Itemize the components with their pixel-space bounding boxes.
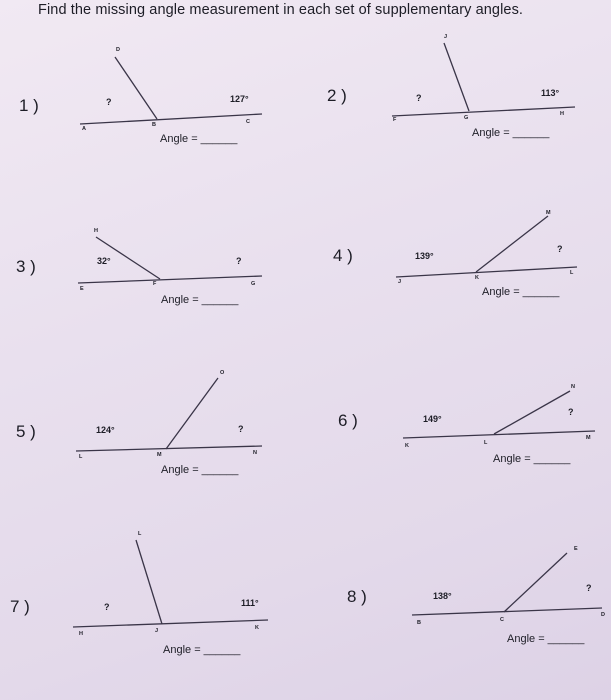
unknown-angle: ? (104, 602, 110, 612)
problem-number: 3 ) (16, 257, 36, 276)
point-label: N (253, 450, 257, 456)
point-label: J (398, 279, 402, 285)
answer-field[interactable]: Angle = ______ (493, 453, 571, 465)
point-label: C (246, 119, 250, 125)
problem-number: 4 ) (333, 246, 353, 265)
point-label: D (116, 47, 120, 53)
point-label: G (251, 281, 256, 287)
problem-number: 8 ) (347, 587, 367, 606)
point-label: O (220, 370, 225, 376)
point-label: J (444, 34, 448, 40)
given-angle: 138° (433, 591, 452, 601)
point-label: K (255, 625, 259, 631)
point-label: B (417, 620, 421, 626)
answer-field[interactable]: Angle = ______ (482, 286, 560, 298)
problem-number: 2 ) (327, 86, 347, 105)
point-label: L (484, 440, 488, 446)
line-problem-1-base (80, 114, 262, 124)
point-label: B (152, 122, 156, 128)
line-problem-6-ray (494, 391, 570, 434)
unknown-angle: ? (586, 583, 592, 593)
point-label: K (405, 443, 409, 449)
line-problem-3-base (78, 276, 262, 283)
point-label: A (82, 126, 86, 132)
line-problem-7-ray (136, 540, 162, 624)
point-label: L (79, 454, 83, 460)
unknown-angle: ? (236, 256, 242, 266)
answer-field[interactable]: Angle = ______ (160, 133, 238, 145)
point-label: K (475, 275, 479, 281)
given-angle: 111° (241, 598, 259, 608)
point-label: F (153, 281, 157, 287)
point-label: D (601, 612, 605, 618)
answer-field[interactable]: Angle = ______ (161, 464, 239, 476)
point-label: H (79, 631, 83, 637)
point-label: L (138, 531, 142, 537)
unknown-angle: ? (568, 407, 574, 417)
problem-number: 5 ) (16, 422, 36, 441)
given-angle: 127° (230, 94, 249, 104)
line-problem-4-base (396, 267, 577, 277)
unknown-angle: ? (557, 244, 563, 254)
point-label: C (500, 617, 504, 623)
point-label: M (586, 435, 591, 441)
problem-number: 6 ) (338, 411, 358, 430)
point-label: G (464, 115, 469, 121)
answer-field[interactable]: Angle = ______ (472, 127, 550, 139)
line-problem-2-base (392, 107, 575, 116)
unknown-angle: ? (416, 93, 422, 103)
given-angle: 139° (415, 251, 434, 261)
line-problem-6-base (403, 431, 595, 438)
point-label: N (571, 384, 575, 390)
given-angle: 124° (96, 425, 115, 435)
answer-field[interactable]: Angle = ______ (507, 633, 585, 645)
answer-field[interactable]: Angle = ______ (161, 294, 239, 306)
point-label: E (80, 286, 84, 292)
line-problem-4-ray (476, 216, 548, 272)
point-label: F (393, 117, 397, 123)
point-label: L (570, 270, 574, 276)
given-angle: 149° (423, 414, 442, 424)
line-problem-5-ray (166, 378, 218, 449)
line-problem-8-ray (504, 553, 567, 612)
given-angle: 32° (97, 256, 111, 266)
line-problem-5-base (76, 446, 262, 451)
line-problem-2-ray (444, 43, 469, 111)
problem-number: 1 ) (19, 96, 39, 115)
problem-number: 7 ) (10, 597, 30, 616)
answer-field[interactable]: Angle = ______ (163, 644, 241, 656)
unknown-angle: ? (106, 97, 112, 107)
point-label: H (560, 111, 564, 117)
point-label: M (546, 210, 551, 216)
point-label: E (574, 546, 578, 552)
unknown-angle: ? (238, 424, 244, 434)
page-title: Find the missing angle measurement in each set of supplementary angles. (38, 2, 524, 18)
line-problem-7-base (73, 620, 268, 627)
point-label: H (94, 228, 98, 234)
point-label: M (157, 452, 162, 458)
line-problem-1-ray (115, 57, 157, 119)
given-angle: 113° (541, 88, 560, 98)
point-label: J (155, 628, 159, 634)
